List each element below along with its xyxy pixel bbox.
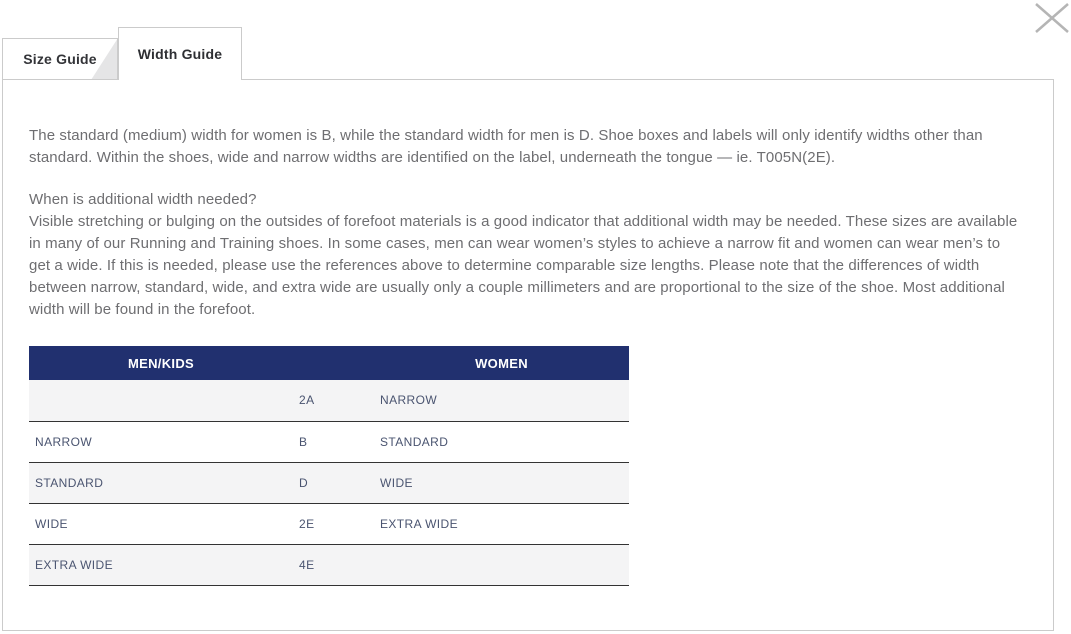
header-men-kids: MEN/KIDS [29, 346, 293, 380]
width-code-cell: D [293, 462, 374, 503]
close-button[interactable] [1034, 2, 1070, 34]
tab-width-guide-label: Width Guide [137, 46, 223, 62]
men-kids-width-cell: NARROW [29, 421, 293, 462]
header-spacer [293, 346, 374, 380]
women-width-cell: WIDE [374, 462, 629, 503]
tab-width-guide[interactable] [118, 27, 242, 80]
table-row [29, 503, 629, 544]
women-width-cell: EXTRA WIDE [374, 503, 629, 544]
intro-paragraph: The standard (medium) width for women is B, while the standard width for men is D. Shoe boxes and labels will only identify widths other than standard. Within the shoes, wide and narrow widths are identified on the label, underneath the tongue — ie. T005N(2E). [29, 127, 983, 166]
men-kids-width-cell [29, 380, 293, 421]
men-kids-width-cell: STANDARD [29, 462, 293, 503]
tab-size-guide-label: Size Guide [23, 51, 97, 67]
width-code-cell: B [293, 421, 374, 462]
women-width-cell [374, 544, 629, 585]
women-width-cell: NARROW [374, 380, 629, 421]
table-row [29, 380, 629, 421]
header-women: WOMEN [374, 346, 629, 380]
additional-width-question: When is additional width needed? [29, 191, 257, 208]
men-kids-width-cell: EXTRA WIDE [29, 544, 293, 585]
width-code-cell: 2A [293, 380, 374, 421]
tab-size-guide[interactable] [2, 38, 118, 80]
additional-width-section [29, 189, 1021, 321]
width-code-cell: 2E [293, 503, 374, 544]
close-icon [1034, 2, 1070, 34]
table-row [29, 462, 629, 503]
women-width-cell: STANDARD [374, 421, 629, 462]
width-guide-panel [2, 79, 1054, 631]
men-kids-width-cell: WIDE [29, 503, 293, 544]
width-code-cell: 4E [293, 544, 374, 585]
additional-width-answer: Visible stretching or bulging on the outsides of forefoot materials is a good indicator that additional width may be needed. These sizes are available in many of our Running and Training shoes. In some cases, men can wear women’s styles to achieve a narrow fit and women can wear men’s to get a wide. If this is needed, please use the references above to determine comparable size lengths. Please note that the differences of width between narrow, standard, wide, and extra wide are usually only a couple millimeters and are proportional to the size of the shoe. Most additional width will be found in the forefoot. [29, 213, 1018, 318]
width-table [29, 346, 629, 586]
width-table-header-row [29, 346, 629, 380]
table-row [29, 544, 629, 585]
table-row [29, 421, 629, 462]
